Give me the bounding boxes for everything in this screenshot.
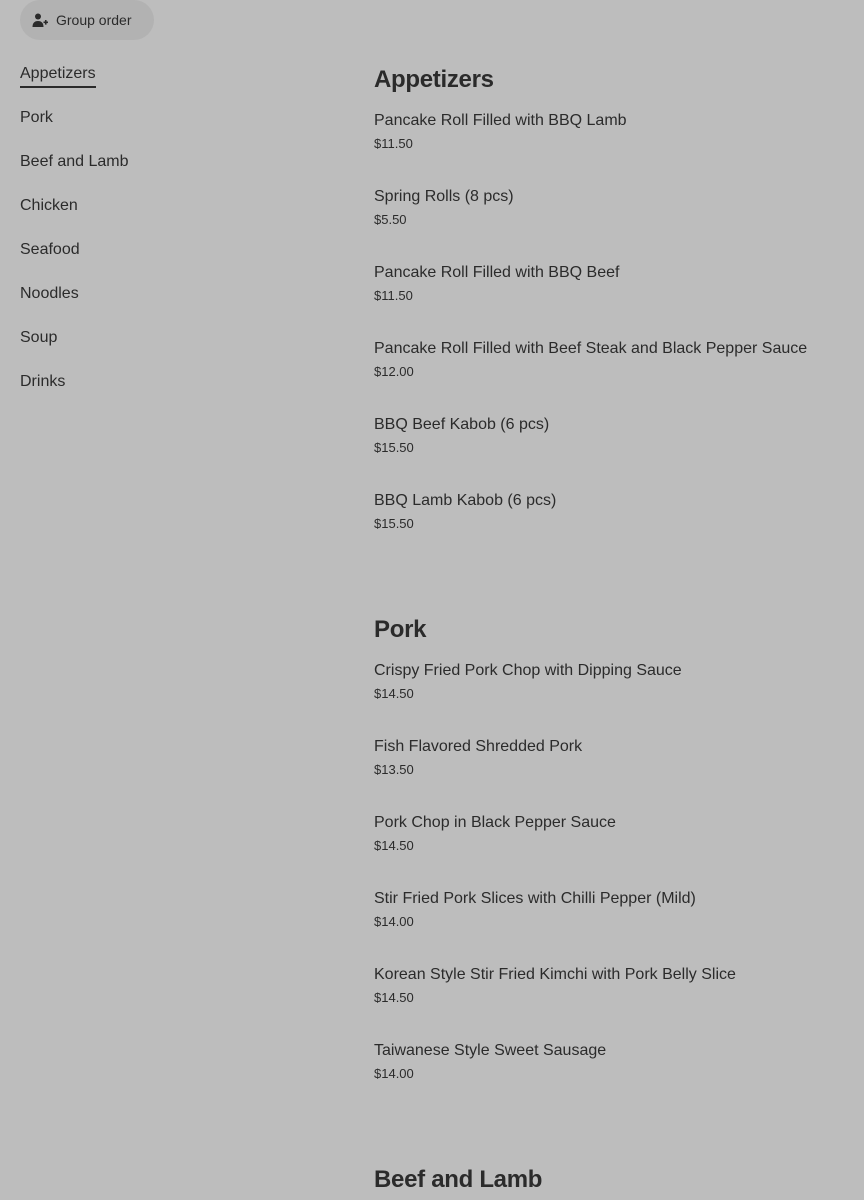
sidebar-item-beef-and-lamb[interactable]: [20, 148, 320, 192]
sidebar-item-label: Pork: [20, 109, 53, 126]
item-name: Pork Chop in Black Pepper Sauce: [374, 814, 616, 831]
menu-item[interactable]: [374, 480, 854, 556]
sidebar-item-chicken[interactable]: [20, 192, 320, 236]
menu-item[interactable]: [374, 252, 854, 328]
menu-item[interactable]: [374, 954, 854, 1030]
sidebar-item-label: Drinks: [20, 373, 66, 390]
item-price: $5.50: [374, 212, 407, 227]
menu-item[interactable]: [374, 650, 854, 726]
sidebar-item-soup[interactable]: [20, 324, 320, 368]
menu-item[interactable]: [374, 1030, 854, 1106]
sidebar-item-label: Soup: [20, 329, 58, 346]
section-title: Appetizers: [374, 66, 494, 93]
sidebar-item-label: Noodles: [20, 285, 79, 302]
menu-item[interactable]: [374, 100, 854, 176]
menu-item[interactable]: [374, 328, 854, 404]
item-price: $14.50: [374, 990, 414, 1005]
item-name: Pancake Roll Filled with Beef Steak and Black Pepper Sauce: [374, 340, 808, 357]
item-name: Korean Style Stir Fried Kimchi with Pork Belly Slice: [374, 966, 736, 983]
item-price: $15.50: [374, 440, 414, 455]
item-price: $11.50: [374, 136, 413, 151]
item-price: $14.00: [374, 914, 414, 929]
item-name: Fish Flavored Shredded Pork: [374, 738, 583, 755]
menu-item[interactable]: [374, 802, 854, 878]
item-name: Crispy Fried Pork Chop with Dipping Sauce: [374, 662, 682, 679]
section-title: Pork: [374, 616, 427, 643]
item-name: BBQ Beef Kabob (6 pcs): [374, 416, 550, 433]
menu-item[interactable]: [374, 726, 854, 802]
sidebar-item-drinks[interactable]: [20, 368, 320, 412]
group-order-label: Group order: [56, 12, 132, 28]
sidebar-item-pork[interactable]: [20, 104, 320, 148]
menu-list: [374, 60, 854, 1200]
sidebar-item-label: Chicken: [20, 197, 78, 214]
sidebar-item-noodles[interactable]: [20, 280, 320, 324]
menu-section-beef-and-lamb: [374, 1160, 854, 1200]
sidebar-item-label: Beef and Lamb: [20, 153, 129, 170]
group-order-button[interactable]: [20, 0, 154, 40]
menu-section-appetizers: [374, 60, 854, 556]
section-title: Beef and Lamb: [374, 1166, 543, 1193]
item-name: Spring Rolls (8 pcs): [374, 188, 514, 205]
item-name: Taiwanese Style Sweet Sausage: [374, 1042, 607, 1059]
item-price: $14.00: [374, 1066, 414, 1081]
menu-section-pork: [374, 610, 854, 1106]
item-price: $14.50: [374, 838, 414, 853]
item-price: $11.50: [374, 288, 413, 303]
sidebar-item-label: Appetizers: [20, 61, 96, 88]
item-name: Pancake Roll Filled with BBQ Beef: [374, 264, 620, 281]
item-name: Pancake Roll Filled with BBQ Lamb: [374, 112, 627, 129]
menu-item[interactable]: [374, 878, 854, 954]
sidebar-item-appetizers[interactable]: [20, 60, 320, 104]
sidebar-item-seafood[interactable]: [20, 236, 320, 280]
item-price: $13.50: [374, 762, 414, 777]
item-price: $15.50: [374, 516, 414, 531]
item-price: $12.00: [374, 364, 414, 379]
sidebar-item-label: Seafood: [20, 241, 80, 258]
item-price: $14.50: [374, 686, 414, 701]
category-sidebar: [20, 60, 320, 412]
menu-item[interactable]: [374, 404, 854, 480]
item-name: Stir Fried Pork Slices with Chilli Pepper (Mild): [374, 890, 696, 907]
person-add-icon: [32, 12, 48, 28]
menu-item[interactable]: [374, 176, 854, 252]
item-name: BBQ Lamb Kabob (6 pcs): [374, 492, 557, 509]
